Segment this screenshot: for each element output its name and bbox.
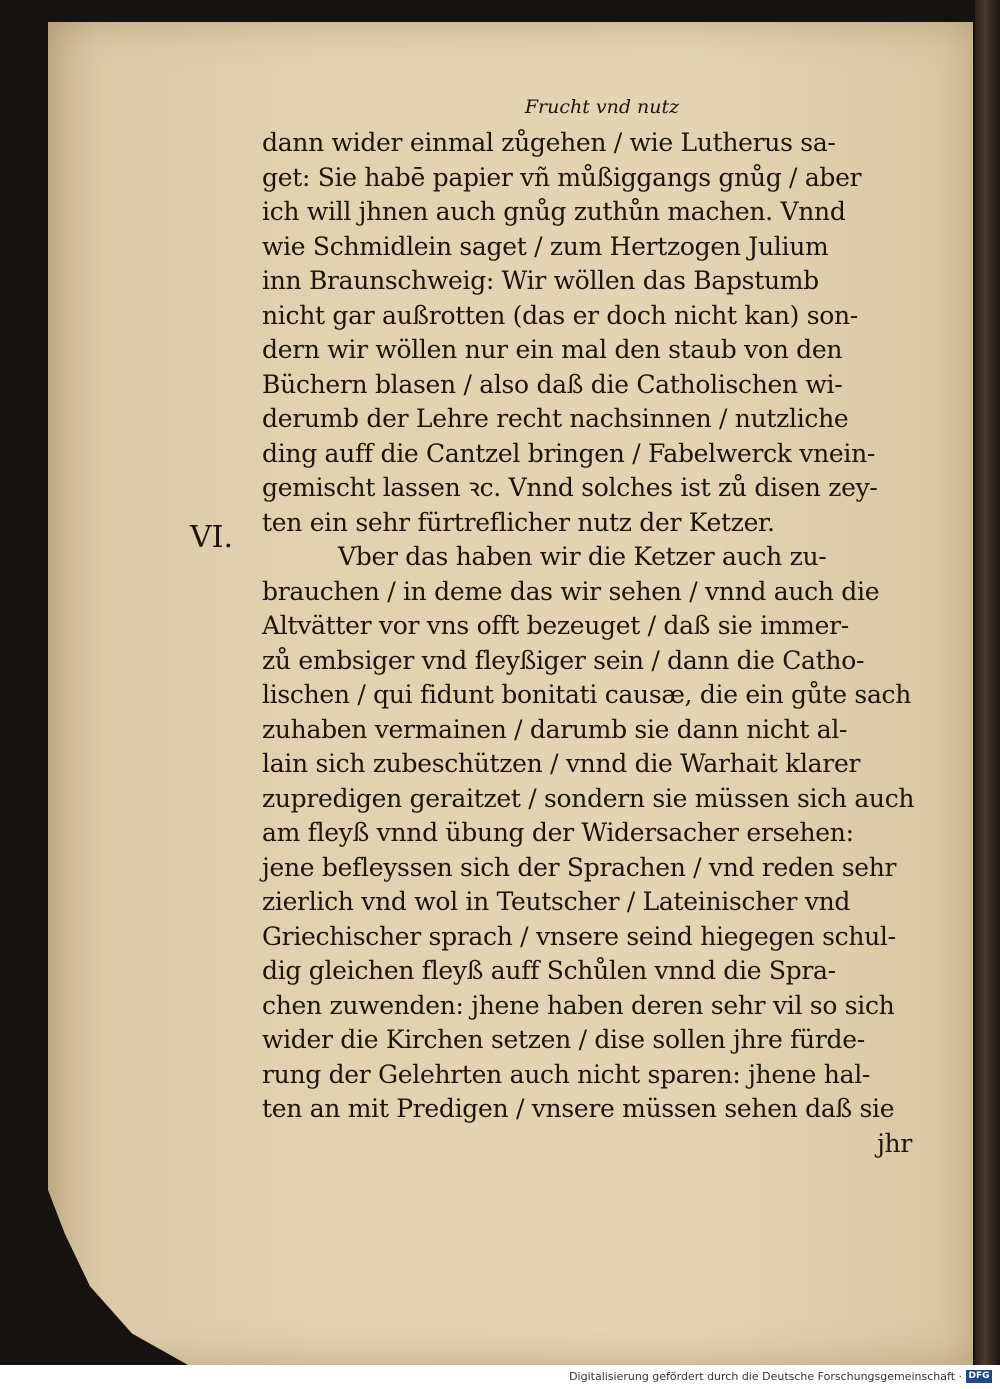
text-line: dern wir wöllen nur ein mal den staub von den	[262, 335, 843, 364]
book-spine	[975, 0, 1000, 1365]
text-line: nicht gar außrotten (das er doch nicht kan) son-	[262, 300, 858, 330]
catchword: jhr	[877, 1128, 912, 1158]
text-line: ich will jhnen auch gnůg zuthůn machen. Vnnd	[262, 197, 846, 226]
text-line: get: Sie habē papier vñ můßiggangs gnůg / aber	[262, 162, 862, 192]
dfg-logo: DFG	[966, 1370, 992, 1383]
text-line: derumb der Lehre recht nachsinnen / nutzliche	[262, 404, 849, 433]
text-line: jene befleyssen sich der Sprachen / vnd reden sehr	[262, 852, 897, 882]
text-line: Büchern blasen / also daß die Catholischen wi-	[262, 369, 843, 399]
text-line: dann wider einmal zůgehen / wie Lutherus sa-	[262, 128, 836, 157]
text-line: ten an mit Predigen / vnsere müssen sehen daß sie	[262, 1094, 895, 1123]
text-line: Griechischer sprach / vnsere seind hiegegen schul-	[262, 921, 896, 951]
text-line: rung der Gelehrten auch nicht sparen: jhene hal-	[262, 1059, 871, 1089]
text-line: Vber das haben wir die Ketzer auch zu-	[338, 542, 827, 571]
text-line: gemischt lassen ꝛc. Vnnd solches ist zů disen zey-	[262, 473, 878, 502]
text-block	[262, 92, 915, 1161]
marginal-number: VI.	[190, 520, 234, 555]
text-line: zupredigen geraitzet / sondern sie müssen sich auch	[262, 783, 915, 813]
text-line: brauchen / in deme das wir sehen / vnnd auch die	[262, 576, 880, 606]
text-line: dig gleichen fleyß auff Schůlen vnnd die Spra-	[262, 956, 836, 985]
text-line: inn Braunschweig: Wir wöllen das Bapstumb	[262, 266, 819, 295]
text-line: zů embsiger vnd fleyßiger sein / dann die Catho-	[262, 645, 865, 675]
text-line: Altvätter vor vns offt bezeuget / daß sie immer-	[262, 611, 849, 640]
text-line: ten ein sehr fürtreflicher nutz der Ketzer.	[262, 507, 775, 537]
funding-notice: Digitalisierung gefördert durch die Deutsche Forschungsgemeinschaft ·	[569, 1370, 962, 1383]
text-line: chen zuwenden: jhene haben deren sehr vil so sich	[262, 990, 895, 1020]
text-line: wider die Kirchen setzen / dise sollen jhre fürde-	[262, 1025, 865, 1054]
footer-bar	[0, 1365, 1000, 1389]
text-line: am fleyß vnnd übung der Widersacher ersehen:	[262, 818, 854, 847]
running-head: Frucht vnd nutz	[524, 96, 680, 118]
text-line: wie Schmidlein saget / zum Hertzogen Julium	[262, 231, 829, 261]
text-line: lain sich zubeschützen / vnnd die Warhait klarer	[262, 749, 861, 778]
text-line: zierlich vnd wol in Teutscher / Lateinischer vnd	[262, 887, 851, 916]
text-line: lischen / qui fidunt bonitati causæ, die ein gůte sach	[262, 680, 912, 709]
text-line: ding auff die Cantzel bringen / Fabelwerck vnein-	[262, 438, 876, 468]
text-line: zuhaben vermainen / darumb sie dann nicht al-	[262, 714, 848, 744]
